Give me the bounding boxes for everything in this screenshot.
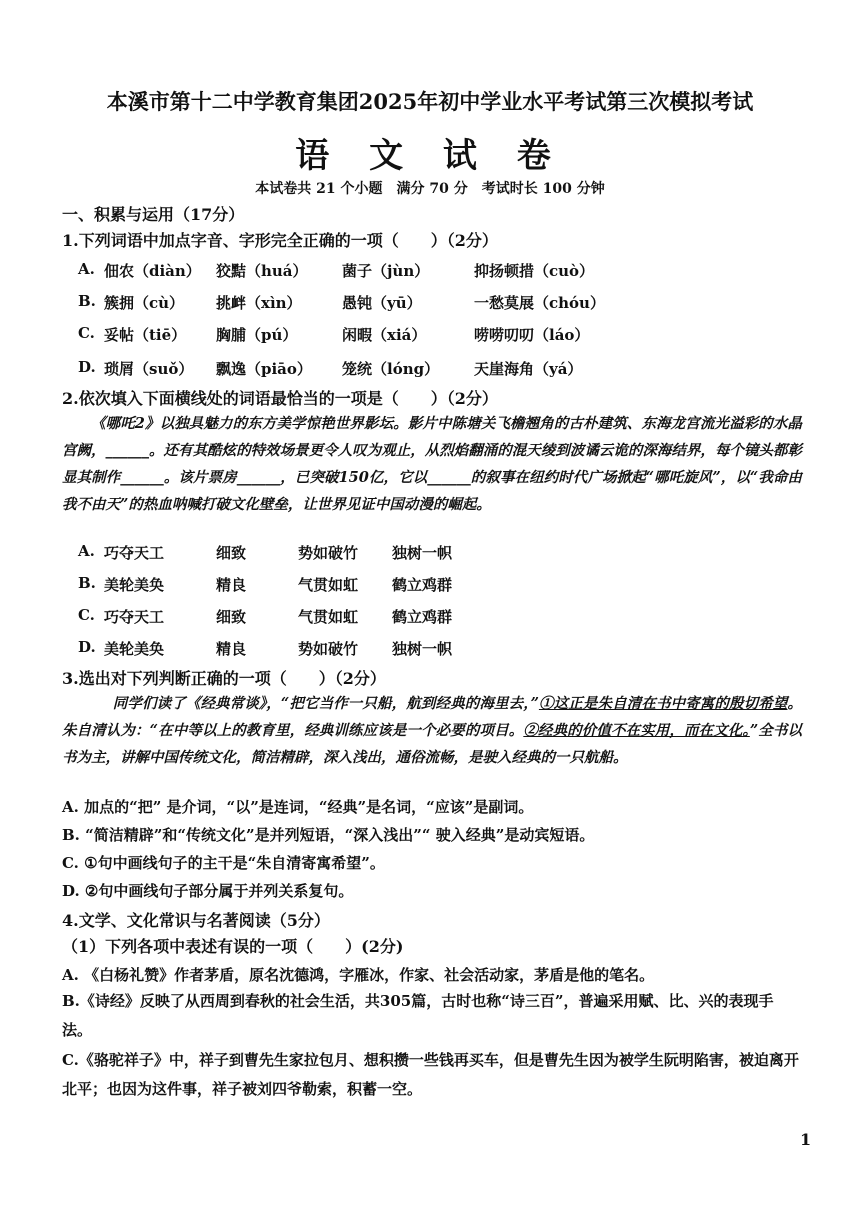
question-3-stem: 3.选出对下列判断正确的一项（ ）（2分） [62, 669, 386, 688]
option-item: 天崖海角（yá） [474, 360, 583, 378]
q3-option-b: B. “简洁精辟”和“传统文化”是并列短语，“深入浅出”“ 驶入经典”是动宾短语。 [62, 826, 595, 844]
question-2-stem: 2.依次填入下面横线处的词语最恰当的一项是（ ）（2分） [62, 389, 498, 408]
question-4-sub1: （1）下列各项中表述有误的一项（ ）(2分) [62, 937, 404, 956]
option-label: D. [78, 638, 96, 656]
option-label: A. [78, 260, 95, 278]
option-item: 鹤立鸡群 [392, 576, 453, 594]
option-label: D. [78, 358, 96, 376]
option-item: 琐屑（suǒ） [104, 360, 194, 378]
option-item: 飘逸（piāo） [216, 360, 312, 378]
option-label: C. [78, 324, 95, 342]
option-item: 细致 [216, 544, 247, 562]
question-4-stem: 4.文学、文化常识与名著阅读（5分） [62, 911, 330, 930]
option-label: B. [78, 574, 96, 592]
option-item: 狡黠（huá） [216, 262, 308, 280]
subject-title: 语 文 试 卷 [295, 136, 565, 176]
passage-text: ”全书以书为主，讲解中国传统文化，简洁精辟，深入浅出，通俗流畅，是驶入经典的一只航船。 [62, 722, 802, 766]
exam-header-title: 本溪市第十二中学教育集团2025年初中学业水平考试第三次模拟考试 [106, 89, 754, 114]
option-item: 菌子（jùn） [342, 262, 430, 280]
option-item: 一愁莫展（chóu） [474, 294, 605, 312]
question-2-passage: 《哪吒2》以独具魅力的东方美学惊艳世界影坛。影片中陈塘关飞檐翘角的古朴建筑、东海龙宫流光溢彩的水晶宫阙，______。还有其酷炫的特效场景更令人叹为观止，从烈焰翻涌的混天绫到波谲云诡的深海结界，每个镜头都彰显其制作______。该片票房______，已突破150亿，它以______的叙事在纽约时代广场掀起“哪吒旋风”，以“我命由我不由天”的热血呐喊打破文化壁垒，让世界见证中国动漫的崛起。 [62, 415, 802, 513]
option-item: 鹤立鸡群 [392, 608, 453, 626]
question-1-stem: 1.下列词语中加点字音、字形完全正确的一项（ ）（2分） [62, 231, 498, 250]
option-item: 独树一帜 [392, 640, 453, 658]
option-item: 细致 [216, 608, 247, 626]
page-number: 1 [800, 1130, 812, 1149]
option-label: A. [78, 542, 95, 560]
option-item: 唠唠叨叨（láo） [474, 326, 590, 344]
exam-meta-info: 本试卷共 21 个小题 满分 70 分 考试时长 100 分钟 [255, 181, 605, 197]
option-item: 气贯如虹 [298, 608, 359, 626]
option-item: 巧夺天工 [104, 608, 165, 626]
option-item: 闲暇（xiá） [342, 326, 427, 344]
passage-text: 同学们读了《经典常谈》，“把它当作一只船，航到经典的海里去，” [112, 695, 539, 712]
option-item: 笼统（lóng） [342, 360, 440, 378]
option-item: 精良 [216, 640, 247, 658]
option-item: 抑扬顿措（cuò） [474, 262, 595, 280]
option-item: 妥帖（tiē） [104, 326, 187, 344]
option-item: 美轮美奂 [104, 576, 165, 594]
option-item: 巧夺天工 [104, 544, 165, 562]
underlined-sentence-2: ②经典的价值不在实用，而在文化。 [523, 722, 750, 739]
option-item: 独树一帜 [392, 544, 453, 562]
passage-text: 。朱自清认为：“在中等以上的教育里，经典训练应该是一个必要的项目。 [62, 695, 802, 739]
q3-option-d: D. ②句中画线句子部分属于并列关系复句。 [62, 882, 354, 900]
q3-option-c: C. ①句中画线句子的主干是“朱自清寄寓希望”。 [62, 854, 385, 872]
option-item: 势如破竹 [298, 640, 359, 658]
option-item: 气贯如虹 [298, 576, 359, 594]
q3-option-a: A. 加点的“把” 是介词，“以”是连词，“经典”是名词，“应该”是副词。 [62, 798, 534, 816]
option-item: 美轮美奂 [104, 640, 165, 658]
option-label: B. [78, 292, 96, 310]
option-item: 挑衅（xìn） [216, 294, 302, 312]
q4-option-b: B.《诗经》反映了从西周到春秋的社会生活，共305篇，古时也称“诗三百”，普遍采用赋、比、兴的表现手法。 [62, 992, 774, 1039]
underlined-sentence-1: ①这正是朱自清在书中寄寓的殷切希望 [538, 695, 788, 712]
q4-option-a: A. 《白杨礼赞》作者茅盾，原名沈德鸿，字雁冰，作家、社会活动家，茅盾是他的笔名。 [62, 966, 655, 984]
option-label: C. [78, 606, 95, 624]
q4-option-c: C.《骆驼祥子》中，祥子到曹先生家拉包月、想积攒一些钱再买车，但是曹先生因为被学生阮明陷害，被迫离开北平；也因为这件事，祥子被刘四爷勒索，积蓄一空。 [62, 1051, 799, 1098]
option-item: 佃农（diàn） [104, 262, 201, 280]
option-item: 簇拥（cù） [104, 294, 185, 312]
option-item: 势如破竹 [298, 544, 359, 562]
question-3-passage [62, 690, 802, 771]
option-item: 精良 [216, 576, 247, 594]
option-item: 愚钝（yū） [342, 294, 422, 312]
option-item: 胸脯（pú） [216, 326, 298, 344]
section-title: 一、积累与运用（17分） [62, 205, 245, 224]
